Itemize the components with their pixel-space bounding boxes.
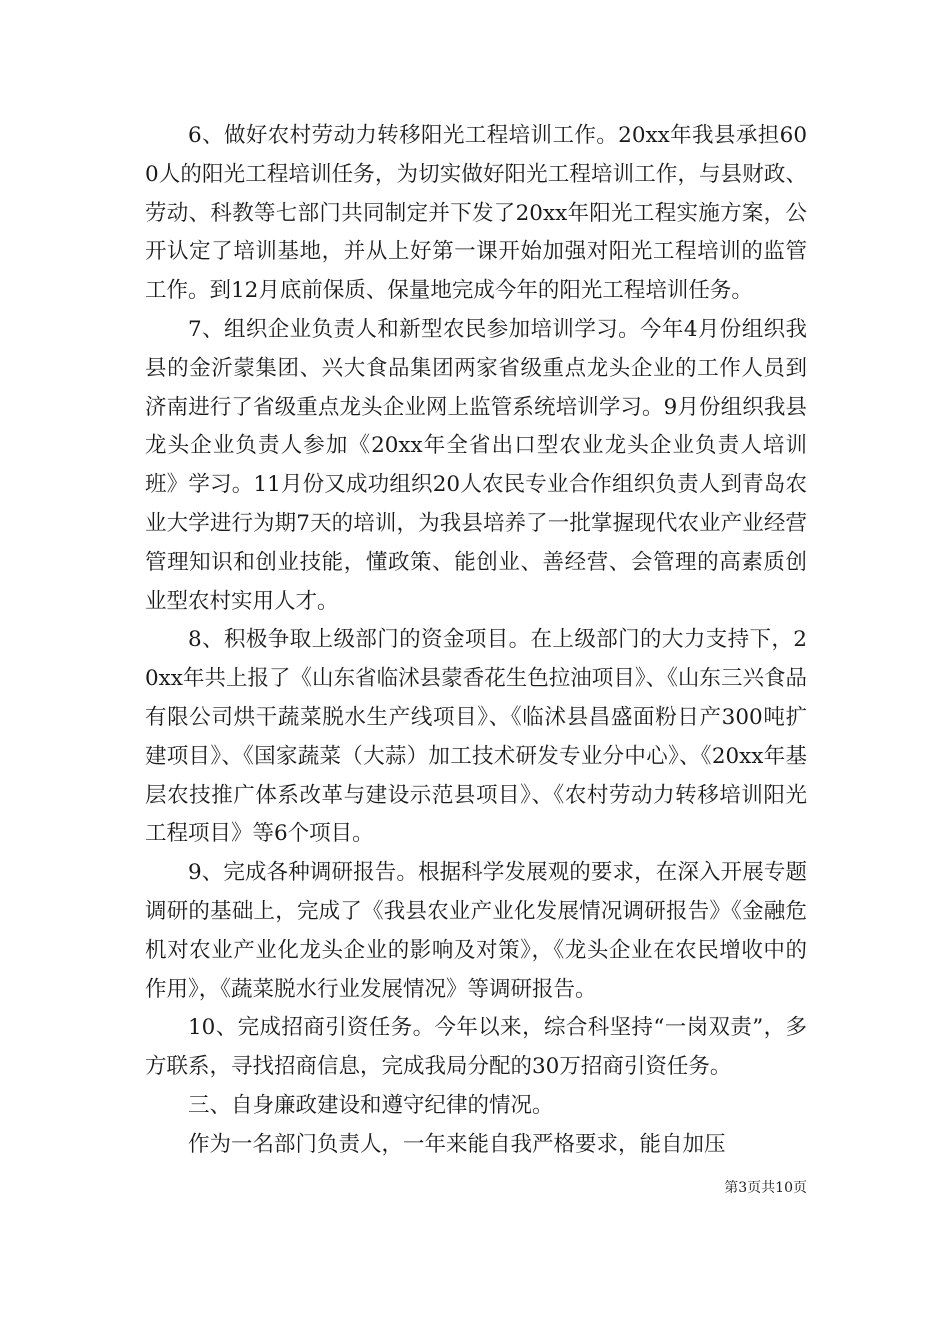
page-number-footer: 第3页共10页 bbox=[724, 1180, 807, 1196]
paragraph-item-8: 8、积极争取上级部门的资金项目。在上级部门的大力支持下，20xx年共上报了《山东省临沭县蒙香花生色拉油项目》、《山东三兴食品有限公司烘干蔬菜脱水生产线项目》、《临沭县昌盛面粉日产300吨扩建项目》、《国家蔬菜（大蒜）加工技术研发专业分中心》、《20xx年基层农技推广体系改革与建设示范县项目》、《农村劳动力转移培训阳光工程项目》等6个项目。 bbox=[145, 627, 807, 847]
paragraph-self-discipline: 作为一名部门负责人，一年来能自我严格要求，能自加压 bbox=[188, 1131, 726, 1157]
paragraph-item-6: 6、做好农村劳动力转移阳光工程培训工作。20xx年我县承担600人的阳光工程培训任务，为切实做好阳光工程培训工作，与县财政、劳动、科教等七部门共同制定并下发了20xx年阳光工程实施方案，公开认定了培训基地，并从上好第一课开始加强对阳光工程培训的监管工作。到12月底前保质、保量地完成今年的阳光工程培训任务。 bbox=[145, 123, 807, 304]
paragraph-item-10: 10、完成招商引资任务。今年以来，综合科坚持“一岗双责”，多方联系，寻找招商信息，完成我局分配的30万招商引资任务。 bbox=[145, 1015, 807, 1080]
body-text bbox=[145, 117, 807, 1165]
paragraph-item-7: 7、组织企业负责人和新型农民参加培训学习。今年4月份组织我县的金沂蒙集团、兴大食品集团两家省级重点龙头企业的工作人员到济南进行了省级重点龙头企业网上监管系统培训学习。9月份组织我县龙头企业负责人参加《20xx年全省出口型农业龙头企业负责人培训班》学习。11月份又成功组织20人农民专业合作组织负责人到青岛农业大学进行为期7天的培训，为我县培养了一批掌握现代农业产业经营管理知识和创业技能，懂政策、能创业、善经营、会管理的高素质创业型农村实用人才。 bbox=[145, 316, 807, 614]
section-heading-3: 三、自身廉政建设和遵守纪律的情况。 bbox=[188, 1092, 554, 1118]
paragraph-item-9: 9、完成各种调研报告。根据科学发展观的要求，在深入开展专题调研的基础上，完成了《我县农业产业化发展情况调研报告》《金融危机对农业产业化龙头企业的影响及对策》，《龙头企业在农民增收中的作用》，《蔬菜脱水行业发展情况》等调研报告。 bbox=[145, 860, 807, 1002]
